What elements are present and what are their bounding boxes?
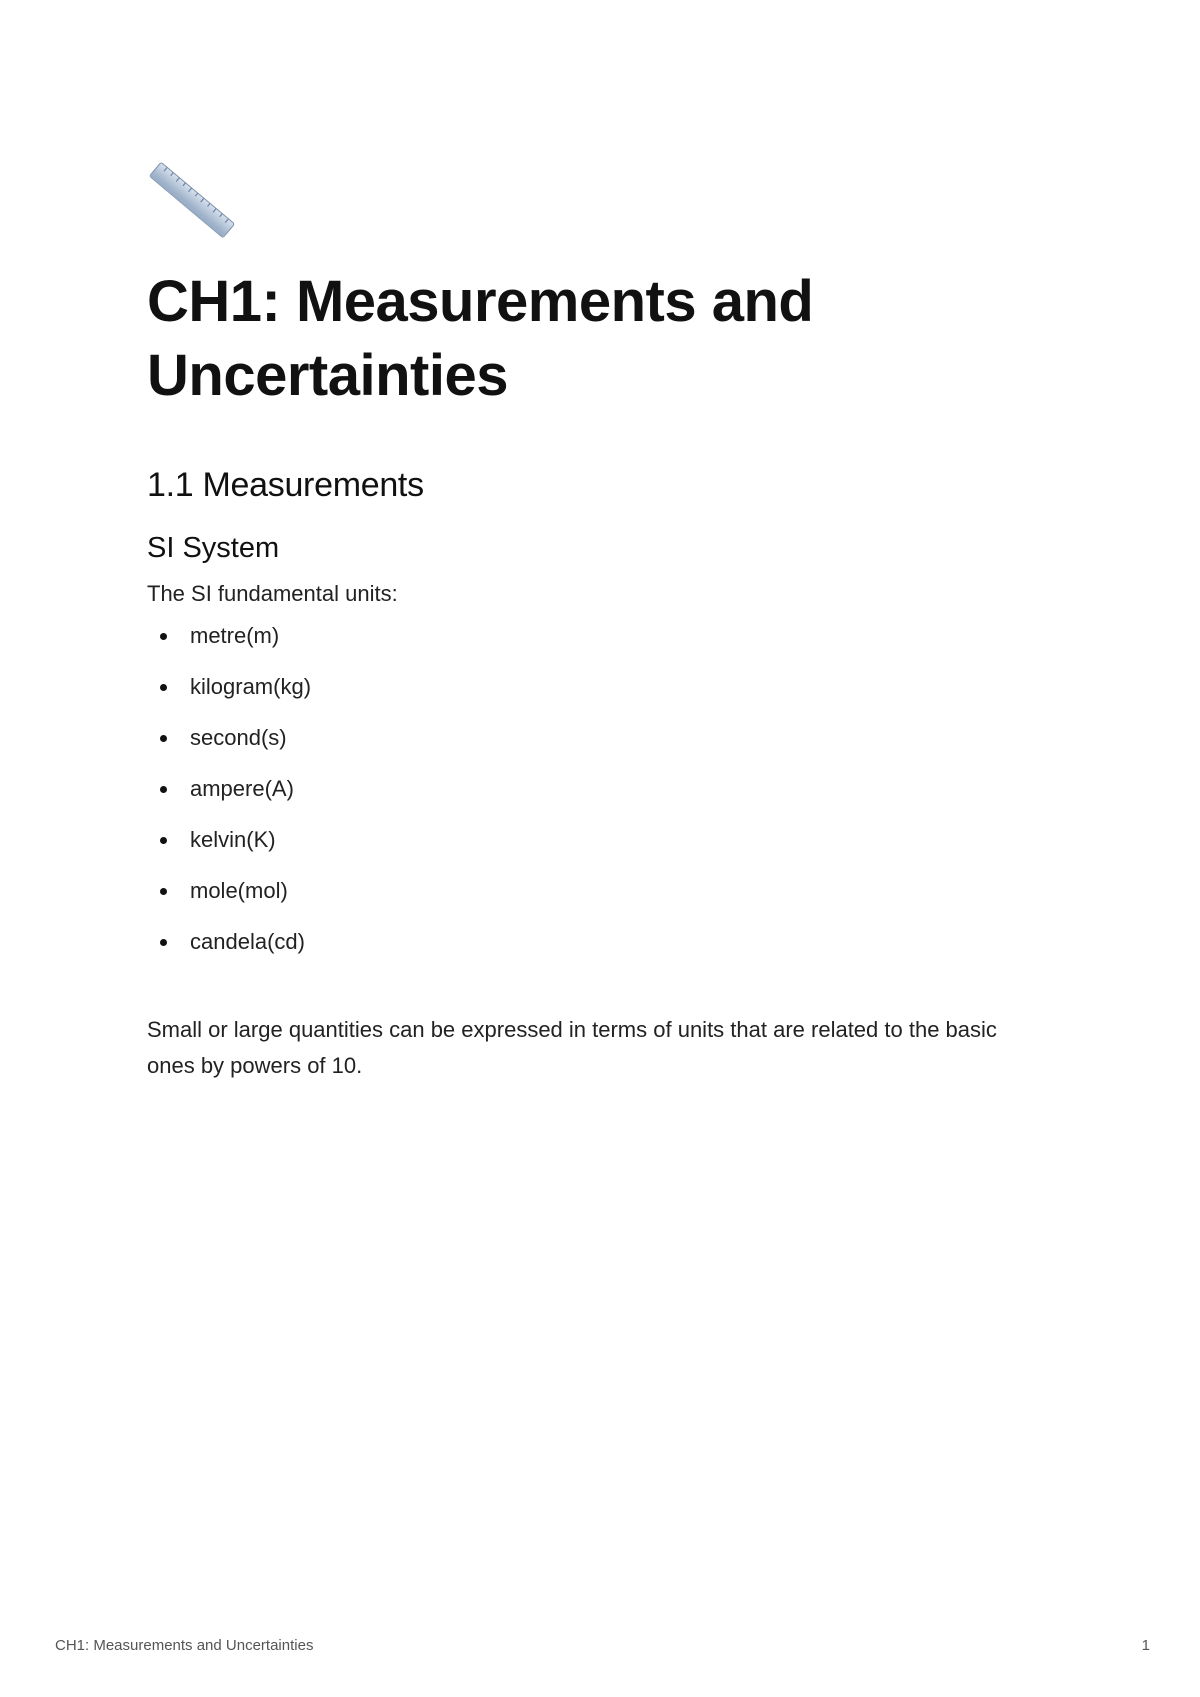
- intro-text: The SI fundamental units:: [147, 581, 398, 606]
- list-item: [147, 672, 1047, 702]
- list-item: [147, 621, 1047, 651]
- bullet-icon: [160, 633, 167, 640]
- bullet-icon: [160, 684, 167, 691]
- section-heading: 1.1 Measurements: [147, 466, 424, 504]
- list-item: [147, 927, 1047, 957]
- document-page: [147, 155, 1047, 1084]
- list-item-label: ampere(A): [190, 776, 294, 801]
- list-item-label: second(s): [190, 725, 287, 750]
- units-list: [147, 621, 1047, 957]
- list-item-label: candela(cd): [190, 929, 305, 954]
- bullet-icon: [160, 786, 167, 793]
- list-item: [147, 825, 1047, 855]
- list-item: [147, 774, 1047, 804]
- subsection-heading: SI System: [147, 532, 280, 564]
- bullet-icon: [160, 888, 167, 895]
- bullet-icon: [160, 735, 167, 742]
- page-title: CH1: Measurements and Uncertainties: [147, 269, 814, 408]
- body-paragraph: Small or large quantities can be expressed in terms of units that are related to the basic ones by powers of 10.: [147, 1017, 997, 1078]
- page-number: 1: [1141, 1637, 1150, 1654]
- list-item-label: mole(mol): [190, 878, 288, 903]
- ruler-icon: [147, 155, 1047, 245]
- list-item: [147, 723, 1047, 753]
- footer-title: CH1: Measurements and Uncertainties: [55, 1637, 314, 1654]
- list-item-label: kilogram(kg): [190, 674, 312, 699]
- list-item-label: kelvin(K): [190, 827, 276, 852]
- list-item-label: metre(m): [190, 623, 280, 648]
- page-footer: [55, 1637, 1150, 1657]
- bullet-icon: [160, 939, 167, 946]
- list-item: [147, 876, 1047, 906]
- bullet-icon: [160, 837, 167, 844]
